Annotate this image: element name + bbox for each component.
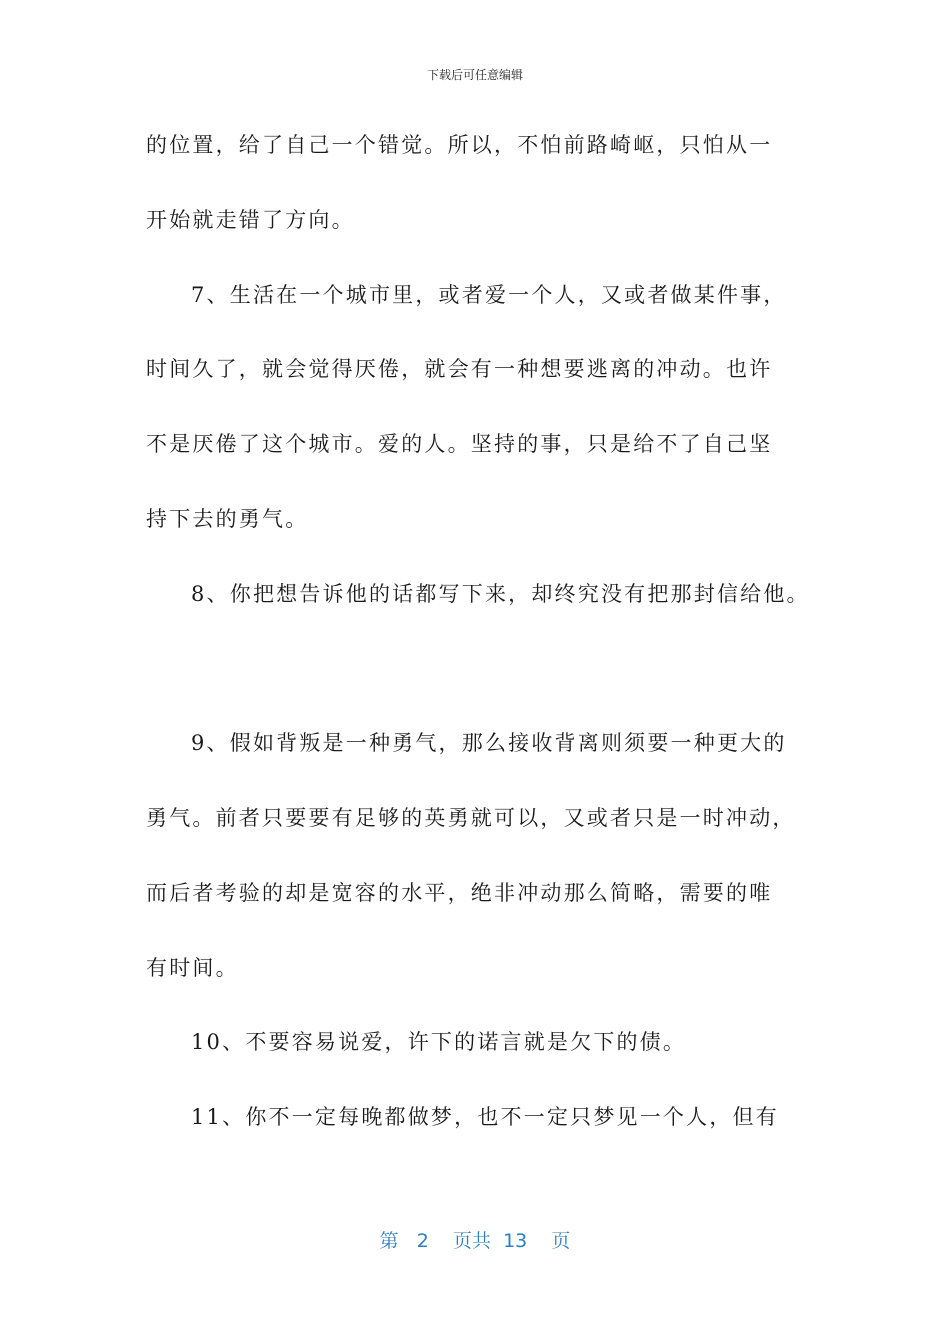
page-header-note: 下载后可任意编辑 — [426, 68, 523, 82]
body-line: 9、假如背叛是一种勇气，那么接收背离则须要一种更大的 — [191, 731, 787, 755]
body-line: 不是厌倦了这个城市。爱的人。坚持的事，只是给不了自己坚 — [146, 432, 773, 456]
body-line: 而后者考验的却是宽容的水平，绝非冲动那么简略，需要的唯 — [146, 881, 773, 905]
body-line: 有时间。 — [146, 956, 239, 980]
page-middle-text: 页共 — [452, 1230, 491, 1252]
page-number-footer — [0, 1226, 950, 1253]
page-prefix: 第 — [379, 1230, 399, 1252]
body-line: 开始就走错了方向。 — [146, 208, 355, 232]
total-pages-number: 13 — [503, 1230, 528, 1252]
body-line: 勇气。前者只要要有足够的英勇就可以，又或者只是一时冲动， — [146, 806, 796, 830]
body-line: 时间久了，就会觉得厌倦，就会有一种想要逃离的冲动。也许 — [146, 357, 773, 381]
body-line: 的位置，给了自己一个错觉。所以，不怕前路崎岖，只怕从一 — [146, 133, 773, 157]
current-page-number: 2 — [416, 1230, 429, 1252]
body-line: 8、你把想告诉他的话都写下来，却终究没有把那封信给他。 — [191, 582, 810, 606]
body-line: 7、生活在一个城市里，或者爱一个人，又或者做某件事， — [191, 283, 787, 307]
page-suffix: 页 — [551, 1230, 571, 1252]
body-line: 10、不要容易说爱，许下的诺言就是欠下的债。 — [191, 1030, 687, 1054]
body-line: 持下去的勇气。 — [146, 507, 309, 531]
body-line: 11、你不一定每晚都做梦，也不一定只梦见一个人，但有 — [191, 1105, 779, 1129]
